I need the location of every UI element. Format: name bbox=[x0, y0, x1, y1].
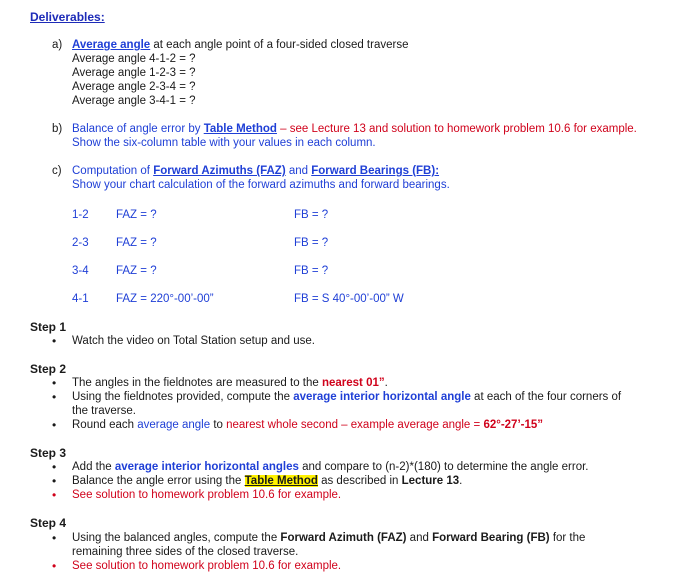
s3-b1-post: and compare to (n-2)*(180) to determine the angle error. bbox=[298, 461, 589, 473]
s4-b1-mid: and bbox=[406, 532, 433, 544]
item-b-red-note: – see Lecture 13 and solution to homework problem 10.6 for example. bbox=[276, 123, 637, 135]
s4-b1-post: for the bbox=[549, 532, 586, 544]
item-b-pre: Balance of angle error by bbox=[72, 123, 204, 135]
course-label: 1-2 bbox=[72, 209, 89, 221]
step-3-bullet-2 bbox=[72, 474, 462, 488]
fb-value: FB = S 40°-00’-00” W bbox=[294, 293, 404, 305]
faz-value: FAZ = ? bbox=[116, 265, 157, 277]
step-4-bullet-2: See solution to homework problem 10.6 for example. bbox=[72, 560, 342, 572]
s2-b3-pre: Round each bbox=[72, 419, 138, 431]
step-1-title: Step 1 bbox=[30, 320, 67, 334]
step-2-title: Step 2 bbox=[30, 362, 67, 376]
item-c-line2: Show your chart calculation of the forward azimuths and forward bearings. bbox=[72, 179, 450, 191]
course-label: 4-1 bbox=[72, 293, 89, 305]
item-b-line2: Show the six-column table with your values in each column. bbox=[72, 137, 376, 149]
step-4-bullet-1 bbox=[72, 531, 585, 545]
step-4-title: Step 4 bbox=[30, 516, 67, 530]
item-c-pre: Computation of bbox=[72, 165, 154, 177]
average-angle-line: Average angle 1-2-3 = ? bbox=[72, 67, 196, 79]
step-1-bullet-1: Watch the video on Total Station setup and use. bbox=[72, 335, 315, 347]
average-angle-line: Average angle 3-4-1 = ? bbox=[72, 95, 196, 107]
s3-b2-pre: Balance the angle error using the bbox=[72, 475, 245, 487]
item-a-title-rest: at each angle point of a four-sided closed traverse bbox=[150, 39, 409, 51]
bullet: • bbox=[52, 474, 57, 488]
step-3-bullet-3: See solution to homework problem 10.6 for example. bbox=[72, 489, 342, 501]
item-a-title bbox=[72, 38, 408, 52]
fb-value: FB = ? bbox=[294, 209, 329, 221]
step-2-bullet-2-line2: the traverse. bbox=[72, 405, 136, 417]
average-angle-text: average angle bbox=[137, 419, 211, 431]
item-b-title bbox=[72, 122, 637, 136]
bullet: • bbox=[52, 334, 57, 348]
bullet: • bbox=[52, 460, 57, 474]
course-label: 2-3 bbox=[72, 237, 89, 249]
faz-value: FAZ = 220°-00’-00” bbox=[116, 293, 214, 305]
item-b-marker: b) bbox=[52, 123, 63, 135]
page-heading: Deliverables: bbox=[30, 10, 105, 24]
average-angle-link[interactable]: Average angle bbox=[72, 39, 151, 51]
forward-bearings-link[interactable]: Forward Bearings (FB): bbox=[311, 165, 440, 177]
table-method-link[interactable]: Table Method bbox=[203, 123, 277, 135]
faz-value: FAZ = ? bbox=[116, 237, 157, 249]
step-3-bullet-1 bbox=[72, 460, 588, 474]
average-angle-line: Average angle 4-1-2 = ? bbox=[72, 53, 196, 65]
nearest-01-text: nearest 01” bbox=[321, 377, 385, 389]
lecture-13-text: Lecture 13 bbox=[401, 475, 460, 487]
s2-b1-pre: The angles in the fieldnotes are measured to the bbox=[72, 377, 322, 389]
step-2-bullet-3 bbox=[72, 418, 543, 432]
bullet: • bbox=[52, 418, 57, 432]
s3-b2-post: . bbox=[459, 475, 463, 487]
item-a-marker: a) bbox=[52, 39, 63, 51]
forward-bearing-text: Forward Bearing (FB) bbox=[432, 532, 550, 544]
bullet: • bbox=[52, 531, 57, 545]
s3-b1-pre: Add the bbox=[72, 461, 115, 473]
bullet: • bbox=[52, 390, 57, 404]
fb-value: FB = ? bbox=[294, 237, 329, 249]
s3-b2-mid: as described in bbox=[317, 475, 402, 487]
step-2-bullet-1 bbox=[72, 376, 388, 390]
average-angle-line: Average angle 2-3-4 = ? bbox=[72, 81, 196, 93]
item-c-and: and bbox=[285, 165, 312, 177]
item-c-marker: c) bbox=[52, 165, 62, 177]
average-interior-horizontal-angles-text: average interior horizontal angles bbox=[114, 461, 299, 473]
s4-b1-pre: Using the balanced angles, compute the bbox=[72, 532, 281, 544]
faz-value: FAZ = ? bbox=[116, 209, 157, 221]
bullet: • bbox=[52, 488, 57, 502]
s2-b3-red: nearest whole second – example average angle = bbox=[226, 419, 484, 431]
step-3-title: Step 3 bbox=[30, 446, 67, 460]
s2-b3-mid: to bbox=[210, 419, 227, 431]
fb-value: FB = ? bbox=[294, 265, 329, 277]
forward-azimuths-link[interactable]: Forward Azimuths (FAZ) bbox=[153, 165, 286, 177]
step-2-bullet-2 bbox=[72, 390, 621, 404]
s2-b1-post: . bbox=[384, 377, 388, 389]
bullet: • bbox=[52, 376, 57, 390]
average-interior-horizontal-angle-text: average interior horizontal angle bbox=[293, 391, 471, 403]
step-4-bullet-1-line2: remaining three sides of the closed traverse. bbox=[72, 546, 299, 558]
example-angle-value: 62°-27’-15” bbox=[483, 419, 544, 431]
table-method-highlight-link[interactable]: Table Method bbox=[244, 475, 318, 487]
bullet: • bbox=[52, 559, 57, 573]
s2-b2-pre: Using the fieldnotes provided, compute the bbox=[72, 391, 294, 403]
item-c-title bbox=[72, 164, 439, 178]
s2-b2-post: at each of the four corners of bbox=[470, 391, 622, 403]
forward-azimuth-text: Forward Azimuth (FAZ) bbox=[280, 532, 407, 544]
course-label: 3-4 bbox=[72, 265, 89, 277]
